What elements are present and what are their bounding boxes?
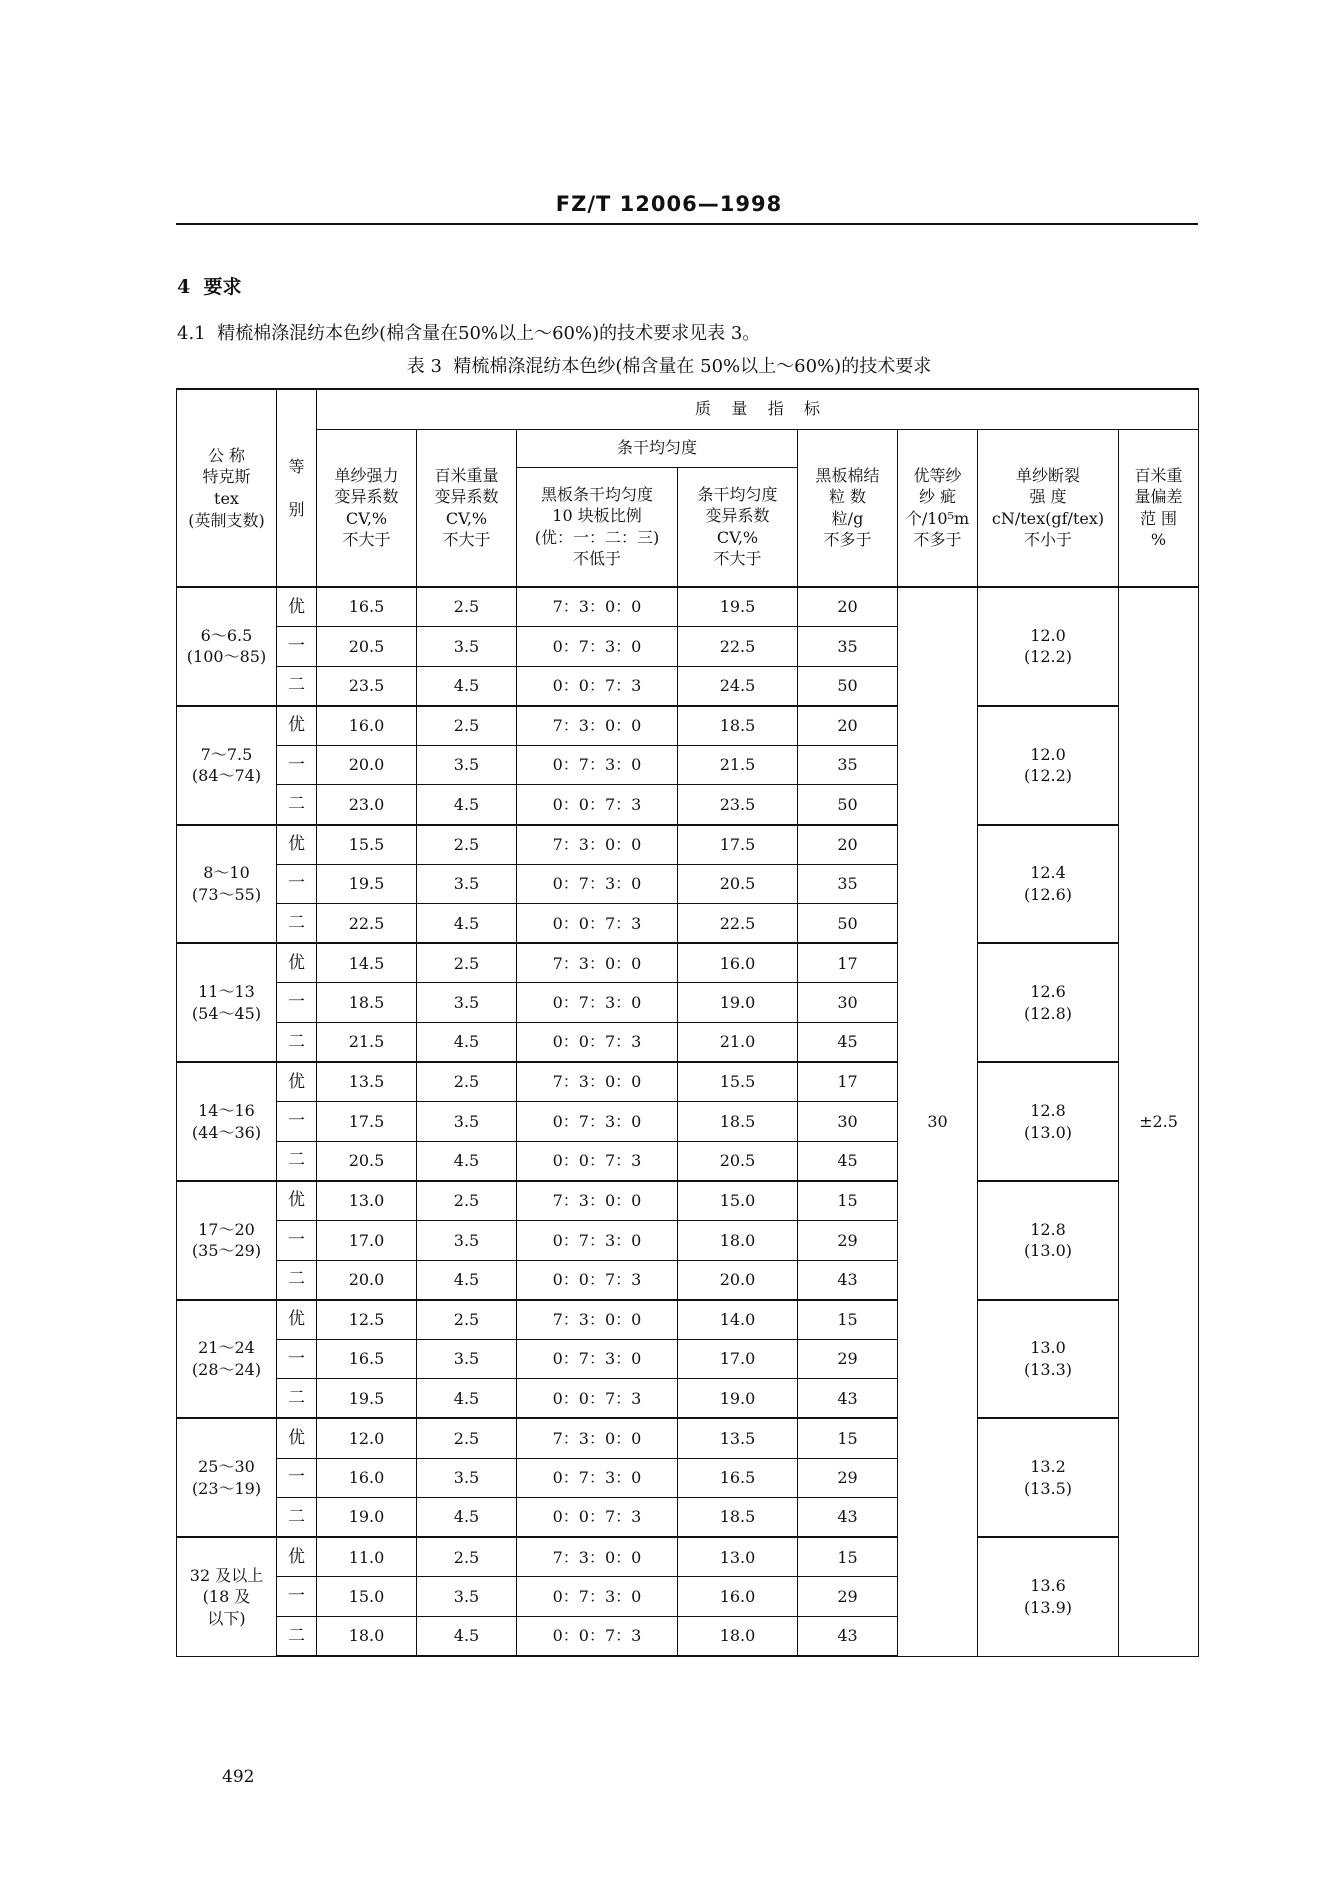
strength-cv-cell: 15.0 — [317, 1577, 417, 1617]
header-strength-cv: 单纱强力 变异系数 CV,% 不大于 — [317, 429, 417, 587]
neps-cell: 17 — [798, 943, 898, 983]
strength-cv-cell: 17.0 — [317, 1221, 417, 1261]
board-ratio-cell: 7：3：0：0 — [517, 825, 678, 865]
standard-code: FZ/T 12006—1998 — [555, 192, 783, 216]
evenness-cv-cell: 18.5 — [678, 1498, 798, 1538]
board-ratio-cell: 7：3：0：0 — [517, 1300, 678, 1340]
clause-text: 4.1 精梳棉涤混纺本色纱(棉含量在50%以上～60%)的技术要求见表 3。 — [177, 323, 761, 344]
strength-cv-cell: 16.5 — [317, 1339, 417, 1379]
section-heading: 4 要求 — [177, 276, 242, 298]
neps-cell: 35 — [798, 627, 898, 667]
neps-cell: 29 — [798, 1221, 898, 1261]
weight-cv-cell: 3.5 — [417, 864, 517, 904]
table-row — [177, 1062, 1199, 1102]
neps-cell: 50 — [798, 666, 898, 706]
grade-cell: 优 — [277, 1300, 317, 1340]
evenness-cv-cell: 21.5 — [678, 745, 798, 785]
table-row — [177, 706, 1199, 746]
evenness-cv-cell: 18.0 — [678, 1221, 798, 1261]
board-ratio-cell: 7：3：0：0 — [517, 1537, 678, 1577]
grade-cell: 一 — [277, 1221, 317, 1261]
evenness-cv-cell: 18.0 — [678, 1616, 798, 1656]
weight-cv-cell: 2.5 — [417, 1181, 517, 1221]
evenness-cv-cell: 24.5 — [678, 666, 798, 706]
nominal-cell: 6～6.5 (100～85) — [177, 587, 277, 706]
weight-cv-cell: 3.5 — [417, 983, 517, 1023]
evenness-cv-cell: 14.0 — [678, 1300, 798, 1340]
weight-cv-cell: 2.5 — [417, 706, 517, 746]
weight-cv-cell: 4.5 — [417, 1379, 517, 1419]
table-body — [177, 587, 1199, 1656]
table-row — [177, 943, 1199, 983]
neps-cell: 15 — [798, 1537, 898, 1577]
weight-cv-cell: 4.5 — [417, 1616, 517, 1656]
weight-cv-cell: 4.5 — [417, 904, 517, 944]
tenacity-cell: 12.8 (13.0) — [978, 1181, 1119, 1300]
weight-cv-cell: 4.5 — [417, 666, 517, 706]
evenness-cv-cell: 20.5 — [678, 1141, 798, 1181]
strength-cv-cell: 19.5 — [317, 1379, 417, 1419]
board-ratio-cell: 0：0：7：3 — [517, 1498, 678, 1538]
neps-cell: 43 — [798, 1498, 898, 1538]
neps-cell: 20 — [798, 587, 898, 627]
evenness-cv-cell: 15.0 — [678, 1181, 798, 1221]
board-ratio-cell: 0：7：3：0 — [517, 1339, 678, 1379]
evenness-cv-cell: 22.5 — [678, 904, 798, 944]
tenacity-cell: 12.8 (13.0) — [978, 1062, 1119, 1181]
evenness-cv-cell: 18.5 — [678, 706, 798, 746]
weight-cv-cell: 2.5 — [417, 1537, 517, 1577]
nominal-cell: 8～10 (73～55) — [177, 825, 277, 944]
strength-cv-cell: 11.0 — [317, 1537, 417, 1577]
weight-cv-cell: 3.5 — [417, 627, 517, 667]
grade-cell: 优 — [277, 825, 317, 865]
weight-cv-cell: 3.5 — [417, 1221, 517, 1261]
strength-cv-cell: 21.5 — [317, 1023, 417, 1063]
grade-cell: 一 — [277, 745, 317, 785]
evenness-cv-cell: 19.0 — [678, 1379, 798, 1419]
strength-cv-cell: 18.0 — [317, 1616, 417, 1656]
nominal-cell: 11～13 (54～45) — [177, 943, 277, 1062]
weight-cv-cell: 4.5 — [417, 1260, 517, 1300]
weight-cv-cell: 2.5 — [417, 1418, 517, 1458]
grade-cell: 一 — [277, 627, 317, 667]
grade-cell: 优 — [277, 587, 317, 627]
board-ratio-cell: 7：3：0：0 — [517, 587, 678, 627]
strength-cv-cell: 20.5 — [317, 627, 417, 667]
neps-cell: 17 — [798, 1062, 898, 1102]
weight-cv-cell: 4.5 — [417, 1023, 517, 1063]
board-ratio-cell: 0：7：3：0 — [517, 627, 678, 667]
grade-cell: 二 — [277, 785, 317, 825]
evenness-cv-cell: 21.0 — [678, 1023, 798, 1063]
board-ratio-cell: 0：0：7：3 — [517, 1616, 678, 1656]
page-number: 492 — [222, 1767, 255, 1787]
neps-cell: 30 — [798, 1102, 898, 1142]
nominal-cell: 7～7.5 (84～74) — [177, 706, 277, 825]
board-ratio-cell: 0：0：7：3 — [517, 666, 678, 706]
header-weight-cv: 百米重量 变异系数 CV,% 不大于 — [417, 429, 517, 587]
header-board-ratio: 黑板条干均匀度 10 块板比例 (优：一：二：三) 不低于 — [517, 467, 678, 587]
requirements-table — [176, 388, 1199, 1657]
strength-cv-cell: 16.0 — [317, 706, 417, 746]
evenness-cv-cell: 13.5 — [678, 1418, 798, 1458]
board-ratio-cell: 7：3：0：0 — [517, 1181, 678, 1221]
weight-cv-cell: 2.5 — [417, 1300, 517, 1340]
neps-cell: 29 — [798, 1339, 898, 1379]
grade-cell: 一 — [277, 864, 317, 904]
board-ratio-cell: 0：0：7：3 — [517, 904, 678, 944]
table-row — [177, 1418, 1199, 1458]
nominal-cell: 32 及以上 (18 及 以下) — [177, 1537, 277, 1656]
strength-cv-cell: 23.5 — [317, 666, 417, 706]
nominal-cell: 21～24 (28～24) — [177, 1300, 277, 1419]
strength-cv-cell: 19.5 — [317, 864, 417, 904]
evenness-cv-cell: 17.5 — [678, 825, 798, 865]
grade-cell: 一 — [277, 1458, 317, 1498]
table-row — [177, 1181, 1199, 1221]
header-tenacity: 单纱断裂 强 度 cN/tex(gf/tex) 不小于 — [978, 429, 1119, 587]
table-caption: 表 3 精梳棉涤混纺本色纱(棉含量在 50%以上～60%)的技术要求 — [406, 356, 932, 377]
grade-cell: 一 — [277, 1102, 317, 1142]
header-evenness: 条干均匀度 — [517, 429, 798, 467]
board-ratio-cell: 7：3：0：0 — [517, 706, 678, 746]
neps-cell: 30 — [798, 983, 898, 1023]
header-weight-dev: 百米重 量偏差 范 围 % — [1119, 429, 1199, 587]
neps-cell: 15 — [798, 1300, 898, 1340]
weight-cv-cell: 3.5 — [417, 1458, 517, 1498]
neps-cell: 43 — [798, 1616, 898, 1656]
board-ratio-cell: 0：7：3：0 — [517, 983, 678, 1023]
nominal-cell: 25～30 (23～19) — [177, 1418, 277, 1537]
weight-cv-cell: 3.5 — [417, 1339, 517, 1379]
neps-cell: 50 — [798, 785, 898, 825]
strength-cv-cell: 15.5 — [317, 825, 417, 865]
tenacity-cell: 13.0 (13.3) — [978, 1300, 1119, 1419]
evenness-cv-cell: 15.5 — [678, 1062, 798, 1102]
grade-cell: 二 — [277, 1260, 317, 1300]
board-ratio-cell: 0：0：7：3 — [517, 785, 678, 825]
neps-cell: 15 — [798, 1418, 898, 1458]
weight-cv-cell: 3.5 — [417, 1102, 517, 1142]
grade-cell: 优 — [277, 1418, 317, 1458]
table-row — [177, 587, 1199, 627]
neps-cell: 35 — [798, 864, 898, 904]
strength-cv-cell: 12.0 — [317, 1418, 417, 1458]
grade-cell: 优 — [277, 943, 317, 983]
board-ratio-cell: 7：3：0：0 — [517, 943, 678, 983]
header-evenness-cv: 条干均匀度 变异系数 CV,% 不大于 — [678, 467, 798, 587]
evenness-cv-cell: 20.0 — [678, 1260, 798, 1300]
evenness-cv-cell: 19.0 — [678, 983, 798, 1023]
grade-cell: 优 — [277, 1181, 317, 1221]
strength-cv-cell: 23.0 — [317, 785, 417, 825]
neps-cell: 43 — [798, 1260, 898, 1300]
neps-cell: 20 — [798, 706, 898, 746]
header-grade: 等 别 — [277, 389, 317, 587]
strength-cv-cell: 12.5 — [317, 1300, 417, 1340]
nominal-cell: 14～16 (44～36) — [177, 1062, 277, 1181]
table-row — [177, 825, 1199, 865]
grade-cell: 二 — [277, 666, 317, 706]
weight-cv-cell: 2.5 — [417, 825, 517, 865]
tenacity-cell: 12.4 (12.6) — [978, 825, 1119, 944]
evenness-cv-cell: 17.0 — [678, 1339, 798, 1379]
defects-cell: 30 — [898, 587, 978, 1656]
strength-cv-cell: 20.0 — [317, 1260, 417, 1300]
evenness-cv-cell: 16.0 — [678, 1577, 798, 1617]
board-ratio-cell: 0：7：3：0 — [517, 1102, 678, 1142]
grade-cell: 二 — [277, 1023, 317, 1063]
board-ratio-cell: 0：0：7：3 — [517, 1023, 678, 1063]
strength-cv-cell: 13.5 — [317, 1062, 417, 1102]
strength-cv-cell: 16.0 — [317, 1458, 417, 1498]
weight-cv-cell: 4.5 — [417, 1141, 517, 1181]
strength-cv-cell: 16.5 — [317, 587, 417, 627]
evenness-cv-cell: 22.5 — [678, 627, 798, 667]
grade-cell: 二 — [277, 904, 317, 944]
grade-cell: 优 — [277, 1537, 317, 1577]
grade-cell: 二 — [277, 1498, 317, 1538]
tenacity-cell: 13.6 (13.9) — [978, 1537, 1119, 1656]
neps-cell: 20 — [798, 825, 898, 865]
grade-cell: 优 — [277, 1062, 317, 1102]
grade-cell: 一 — [277, 1339, 317, 1379]
evenness-cv-cell: 16.5 — [678, 1458, 798, 1498]
tenacity-cell: 13.2 (13.5) — [978, 1418, 1119, 1537]
board-ratio-cell: 0：7：3：0 — [517, 1221, 678, 1261]
weight-cv-cell: 3.5 — [417, 1577, 517, 1617]
board-ratio-cell: 0：7：3：0 — [517, 745, 678, 785]
weight-cv-cell: 2.5 — [417, 587, 517, 627]
board-ratio-cell: 0：0：7：3 — [517, 1379, 678, 1419]
neps-cell: 43 — [798, 1379, 898, 1419]
strength-cv-cell: 20.5 — [317, 1141, 417, 1181]
grade-cell: 一 — [277, 1577, 317, 1617]
neps-cell: 45 — [798, 1141, 898, 1181]
board-ratio-cell: 0：7：3：0 — [517, 1577, 678, 1617]
table-row — [177, 1300, 1199, 1340]
board-ratio-cell: 0：7：3：0 — [517, 864, 678, 904]
weight-cv-cell: 2.5 — [417, 943, 517, 983]
strength-cv-cell: 20.0 — [317, 745, 417, 785]
board-ratio-cell: 0：0：7：3 — [517, 1260, 678, 1300]
header-quality-index: 质 量 指 标 — [317, 389, 1199, 429]
grade-cell: 一 — [277, 983, 317, 1023]
strength-cv-cell: 18.5 — [317, 983, 417, 1023]
grade-cell: 二 — [277, 1616, 317, 1656]
board-ratio-cell: 0：7：3：0 — [517, 1458, 678, 1498]
weight-cv-cell: 4.5 — [417, 785, 517, 825]
neps-cell: 35 — [798, 745, 898, 785]
evenness-cv-cell: 13.0 — [678, 1537, 798, 1577]
strength-cv-cell: 22.5 — [317, 904, 417, 944]
neps-cell: 15 — [798, 1181, 898, 1221]
weight-cv-cell: 4.5 — [417, 1498, 517, 1538]
header-nominal: 公 称 特克斯 tex (英制支数) — [177, 389, 277, 587]
grade-cell: 二 — [277, 1379, 317, 1419]
neps-cell: 50 — [798, 904, 898, 944]
grade-cell: 二 — [277, 1141, 317, 1181]
evenness-cv-cell: 20.5 — [678, 864, 798, 904]
weight-cv-cell: 3.5 — [417, 745, 517, 785]
evenness-cv-cell: 16.0 — [678, 943, 798, 983]
grade-cell: 优 — [277, 706, 317, 746]
weight-dev-cell: ±2.5 — [1119, 587, 1199, 1656]
nominal-cell: 17～20 (35～29) — [177, 1181, 277, 1300]
board-ratio-cell: 7：3：0：0 — [517, 1062, 678, 1102]
strength-cv-cell: 14.5 — [317, 943, 417, 983]
neps-cell: 29 — [798, 1458, 898, 1498]
table-row — [177, 1537, 1199, 1577]
weight-cv-cell: 2.5 — [417, 1062, 517, 1102]
header-rule — [176, 223, 1198, 225]
board-ratio-cell: 7：3：0：0 — [517, 1418, 678, 1458]
strength-cv-cell: 17.5 — [317, 1102, 417, 1142]
header-defects: 优等纱 纱 疵 个/10⁵m 不多于 — [898, 429, 978, 587]
board-ratio-cell: 0：0：7：3 — [517, 1141, 678, 1181]
neps-cell: 45 — [798, 1023, 898, 1063]
tenacity-cell: 12.0 (12.2) — [978, 587, 1119, 706]
header-neps: 黑板棉结 粒 数 粒/g 不多于 — [798, 429, 898, 587]
evenness-cv-cell: 18.5 — [678, 1102, 798, 1142]
tenacity-cell: 12.0 (12.2) — [978, 706, 1119, 825]
evenness-cv-cell: 23.5 — [678, 785, 798, 825]
strength-cv-cell: 19.0 — [317, 1498, 417, 1538]
evenness-cv-cell: 19.5 — [678, 587, 798, 627]
strength-cv-cell: 13.0 — [317, 1181, 417, 1221]
neps-cell: 29 — [798, 1577, 898, 1617]
tenacity-cell: 12.6 (12.8) — [978, 943, 1119, 1062]
